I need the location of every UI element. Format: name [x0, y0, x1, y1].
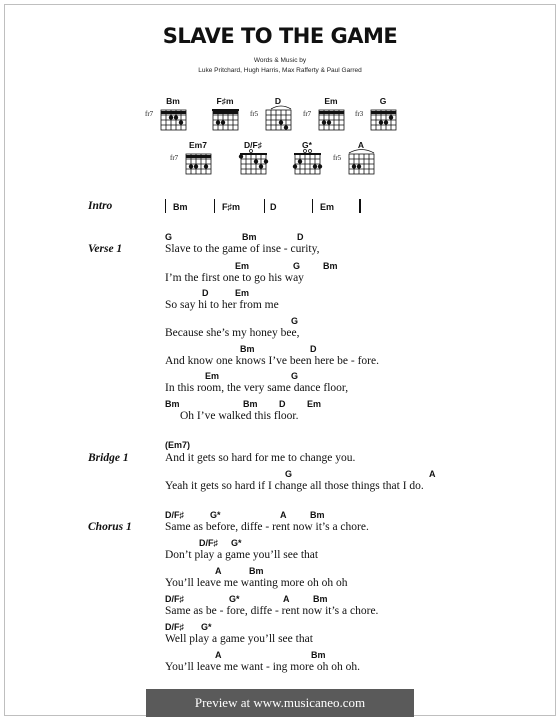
chord-name: G	[379, 96, 387, 106]
chord: D/F♯	[199, 538, 218, 548]
lyric-line: Because she’s my honey bee,	[165, 327, 300, 339]
song-title: SLAVE TO THE GAME	[162, 24, 398, 48]
chord: A	[215, 650, 222, 660]
fretboard-grid	[279, 140, 335, 180]
barline	[359, 199, 361, 213]
chord: G	[165, 232, 173, 242]
chord-diagram-g	[355, 96, 411, 136]
lyric-line: And it gets so hard for me to change you.	[165, 452, 356, 464]
fret-label: fr7	[145, 110, 154, 118]
fret-label: fr7	[170, 154, 179, 162]
intro-chord: F♯m	[222, 202, 240, 212]
fretboard-grid	[145, 96, 201, 136]
chord: Em	[235, 288, 250, 298]
chord-name: D	[274, 96, 282, 106]
chord-name: Bm	[166, 96, 180, 106]
lyric-line: I’m the first one to go his way	[165, 272, 304, 284]
lyric-line: In this room, the very same dance floor,	[165, 382, 349, 394]
fretboard-grid	[225, 140, 281, 180]
chord-name: F♯m	[216, 96, 234, 106]
lyric-line: Same as be - fore, diffe - rent now it’s a chore.	[165, 605, 379, 617]
chord: A	[215, 566, 222, 576]
chord-diagram-d-fsharp	[225, 140, 281, 180]
chord-diagram-bm	[145, 96, 201, 136]
chord: G	[293, 261, 301, 271]
section-label-chorus-1: Chorus 1	[88, 521, 132, 533]
lyric-line: Same as before, diffe - rent now it’s a chore.	[165, 521, 369, 533]
section-label-bridge-1: Bridge 1	[88, 452, 129, 464]
chord: D	[310, 344, 317, 354]
chord: G	[285, 469, 293, 479]
chord-name: Em7	[189, 140, 207, 150]
chord: G*	[229, 594, 240, 604]
lyric-line: Slave to the game of inse - curity,	[165, 243, 320, 255]
chord: Bm	[242, 232, 257, 242]
fret-label: fr5	[333, 154, 342, 162]
chord: Bm	[310, 510, 325, 520]
fretboard-grid	[303, 96, 359, 136]
fretboard-grid	[333, 140, 389, 180]
chord-diagram-g-star	[279, 140, 335, 180]
barline	[165, 199, 166, 213]
chord: A	[283, 594, 290, 604]
lyric-line: So say hi to her from me	[165, 299, 279, 311]
chord: Bm	[249, 566, 264, 576]
chord-name: D/F♯	[244, 140, 262, 150]
lyric-line: Oh I’ve walked this floor.	[180, 410, 299, 422]
lyric-line: And know one knows I’ve been here be - fore.	[165, 355, 379, 367]
intro-chord: Em	[320, 202, 335, 212]
chord-diagram-fsharp-m	[197, 96, 253, 136]
barline	[264, 199, 265, 213]
chord: G	[291, 316, 299, 326]
credits-writers: Luke Pritchard, Hugh Harris, Max Rafferty & Paul Garred	[198, 67, 362, 74]
chord: Bm	[323, 261, 338, 271]
chord: Bm	[313, 594, 328, 604]
intro-chord: Bm	[173, 202, 188, 212]
fretboard-grid	[250, 96, 306, 136]
chord: Bm	[243, 399, 258, 409]
fret-label: fr3	[355, 110, 364, 118]
chord-diagram-d	[250, 96, 306, 136]
chord-diagram-em7	[170, 140, 226, 180]
credits-heading: Words & Music by	[253, 57, 307, 64]
chord: D	[297, 232, 304, 242]
chord: (Em7)	[165, 440, 191, 450]
barline	[214, 199, 215, 213]
lyric-line: You’ll leave me wanting more oh oh oh	[165, 577, 348, 589]
chord: D/F♯	[165, 594, 184, 604]
section-label-intro: Intro	[88, 200, 113, 212]
chord: A	[280, 510, 287, 520]
chord-name: Em	[324, 96, 338, 106]
chord: D/F♯	[165, 622, 184, 632]
chord: Bm	[240, 344, 255, 354]
chord-name: G*	[302, 140, 312, 150]
barline	[312, 199, 313, 213]
chord: A	[429, 469, 436, 479]
fret-label: fr7	[303, 110, 312, 118]
chord: G*	[210, 510, 221, 520]
fretboard-grid	[197, 96, 253, 136]
chord-name: A	[357, 140, 365, 150]
lyric-line: You’ll leave me want - ing more oh oh oh.	[165, 661, 360, 673]
chord: D	[279, 399, 286, 409]
chord: G*	[201, 622, 212, 632]
preview-banner-link[interactable]: Preview at www.musicaneo.com	[146, 689, 414, 717]
fretboard-grid	[170, 140, 226, 180]
chord: Bm	[165, 399, 180, 409]
chord: Bm	[311, 650, 326, 660]
chord-diagram-a	[333, 140, 389, 180]
chord: G*	[231, 538, 242, 548]
chord: D	[202, 288, 209, 298]
lyric-line: Yeah it gets so hard if I change all those things that I do.	[165, 480, 424, 492]
lyric-line: Well play a game you’ll see that	[165, 633, 313, 645]
lyric-line: Don’t play a game you’ll see that	[165, 549, 319, 561]
section-label-verse-1: Verse 1	[88, 243, 123, 255]
chord: Em	[205, 371, 220, 381]
chord: Em	[235, 261, 250, 271]
intro-chord: D	[270, 202, 277, 212]
fret-label: fr5	[250, 110, 259, 118]
chord-diagram-em	[303, 96, 359, 136]
chord: Em	[307, 399, 322, 409]
chord: D/F♯	[165, 510, 184, 520]
fretboard-grid	[355, 96, 411, 136]
chord: G	[291, 371, 299, 381]
